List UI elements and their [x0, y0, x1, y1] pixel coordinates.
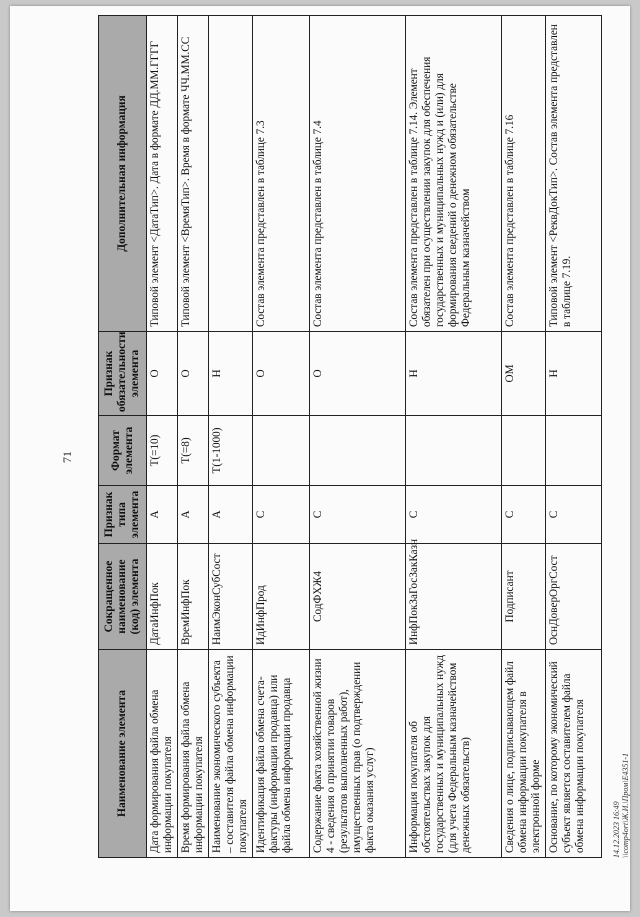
table-row — [209, 16, 253, 858]
cell-required: О — [310, 332, 406, 416]
cell-format — [253, 416, 310, 486]
header-info: Дополнительная информация — [99, 16, 147, 332]
document-page — [10, 6, 630, 911]
cell-info: Состав элемента представлен в таблице 7.4 — [310, 16, 406, 332]
table-row — [310, 16, 406, 858]
cell-name: Информация покупателя об обстоятельствах закупок для государственных и муниципальных нужд (для учета Федеральным казначейством денежных обязательств) — [406, 650, 502, 858]
cell-code: Подписант — [502, 544, 546, 650]
cell-type: С — [253, 486, 310, 544]
table-row — [502, 16, 546, 858]
cell-code: ВремИнфПок — [178, 544, 209, 650]
cell-type: С — [406, 486, 502, 544]
cell-name: Содержание факта хозяйственной жизни 4 - сведения о принятии товаров (результатов выполненных работ), имущественных прав (о подтверждении факта оказания услуг) — [310, 650, 406, 858]
table-header-row — [99, 16, 147, 858]
page-number: 71 — [60, 451, 74, 463]
table-row — [406, 16, 502, 858]
cell-required: О — [253, 332, 310, 416]
cell-code: СодФХЖ4 — [310, 544, 406, 650]
cell-info: Типовой элемент <ВремяТип>. Время в формате ЧЧ.ММ.СС — [178, 16, 209, 332]
cell-type: С — [546, 486, 602, 544]
cell-format — [546, 416, 602, 486]
cell-name: Сведения о лице, подписывающем файл обмена информации покупателя в электронной форме — [502, 650, 546, 858]
cell-required: Н — [546, 332, 602, 416]
cell-required: О — [147, 332, 178, 416]
stamp-path: \\comp4ort\Ж.И.\Пром\Е4351-1 — [621, 752, 630, 858]
cell-type: С — [310, 486, 406, 544]
cell-info: Состав элемента представлен в таблице 7.3 — [253, 16, 310, 332]
stamp-date: 14.12.2023 16:49 — [612, 801, 621, 858]
header-code: Сокращенное наименование (код) элемента — [99, 544, 147, 650]
header-name: Наименование элемента — [99, 650, 147, 858]
cell-type: А — [209, 486, 253, 544]
cell-format — [310, 416, 406, 486]
cell-type: А — [178, 486, 209, 544]
header-format: Формат элемента — [99, 416, 147, 486]
cell-format: T(=8) — [178, 416, 209, 486]
cell-format: T(=10) — [147, 416, 178, 486]
cell-name: Время формирования файла обмена информации покупателя — [178, 650, 209, 858]
table-row — [147, 16, 178, 858]
cell-info — [209, 16, 253, 332]
cell-info: Типовой элемент <ДатаТип>. Дата в формате ДД.ММ.ГГГГ — [147, 16, 178, 332]
table-row — [178, 16, 209, 858]
cell-name: Дата формирования файла обмена информации покупателя — [147, 650, 178, 858]
rotated-content — [60, 16, 634, 858]
cell-code: ИдИнфПрод — [253, 544, 310, 650]
cell-required: Н — [209, 332, 253, 416]
cell-info: Состав элемента представлен в таблице 7.14. Элемент обязателен при осуществлении закупок для обеспечения государственных и муниципальных нужд и (или) для формирования сведений о денежном обязательстве Федеральным казначейством — [406, 16, 502, 332]
cell-type: С — [502, 486, 546, 544]
cell-name: Идентификация файла обмена счета-фактуры (информации продавца) или файла обмена информации продавца — [253, 650, 310, 858]
header-type: Признак типа элемента — [99, 486, 147, 544]
cell-code: ОснДоверОргСост — [546, 544, 602, 650]
cell-required: О — [178, 332, 209, 416]
cell-name: Основание, по которому экономический субъект является составителем файла обмена информации покупателя — [546, 650, 602, 858]
cell-required: ОМ — [502, 332, 546, 416]
cell-required: Н — [406, 332, 502, 416]
cell-format — [502, 416, 546, 486]
cell-format: T(1-1000) — [209, 416, 253, 486]
cell-info: Состав элемента представлен в таблице 7.16 — [502, 16, 546, 332]
cell-code: ИнфПокЗаГосЗакКазн — [406, 544, 502, 650]
cell-code: НаимЭконСубСост — [209, 544, 253, 650]
table-row — [253, 16, 310, 858]
cell-format — [406, 416, 502, 486]
elements-table — [98, 15, 602, 858]
header-required: Признак обязательности элемента — [99, 332, 147, 416]
footer-stamp — [612, 753, 630, 858]
table-row — [546, 16, 602, 858]
cell-info: Типовой элемент <РеквДокТип>. Состав элемента представлен в таблице 7.19. — [546, 16, 602, 332]
cell-type: А — [147, 486, 178, 544]
cell-code: ДатаИнфПок — [147, 544, 178, 650]
cell-name: Наименование экономического субъекта – составителя файла обмена информации покупателя — [209, 650, 253, 858]
